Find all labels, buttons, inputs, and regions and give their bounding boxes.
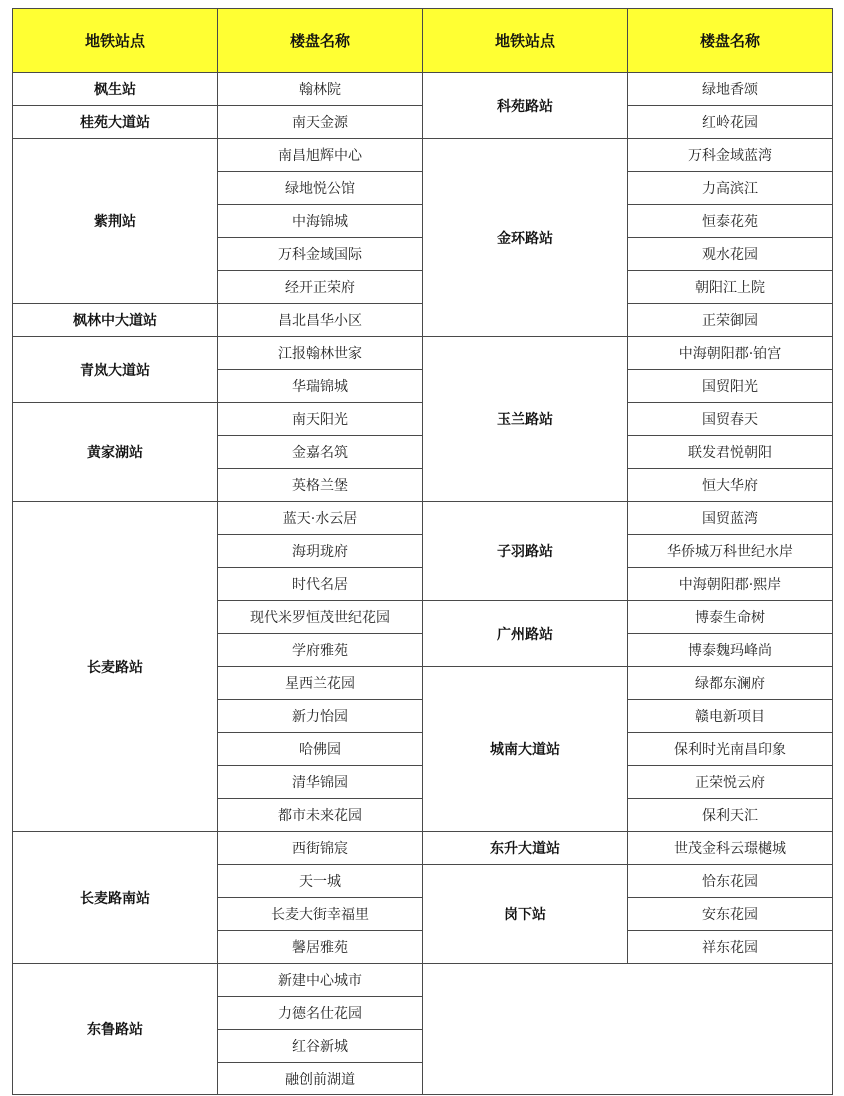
estate-cell-right: 祥东花园 bbox=[627, 930, 833, 964]
estate-cell-right: 安东花园 bbox=[627, 897, 833, 931]
estate-cell-left: 西街锦宸 bbox=[217, 831, 423, 865]
estate-cell-left: 中海锦城 bbox=[217, 204, 423, 238]
station-cell-right: 岗下站 bbox=[422, 864, 628, 964]
header-station-right: 地铁站点 bbox=[422, 8, 628, 73]
estate-cell-right: 朝阳江上院 bbox=[627, 270, 833, 304]
estate-cell-left: 力德名仕花园 bbox=[217, 996, 423, 1030]
estate-cell-right: 绿都东澜府 bbox=[627, 666, 833, 700]
estate-cell-left: 南天阳光 bbox=[217, 402, 423, 436]
estate-cell-right: 绿地香颂 bbox=[627, 72, 833, 106]
estate-cell-left: 时代名居 bbox=[217, 567, 423, 601]
estate-cell-right: 正荣御园 bbox=[627, 303, 833, 337]
estate-cell-left: 哈佛园 bbox=[217, 732, 423, 766]
station-cell-left: 长麦路站 bbox=[12, 501, 218, 832]
station-cell-left: 枫林中大道站 bbox=[12, 303, 218, 337]
estate-cell-left: 新建中心城市 bbox=[217, 963, 423, 997]
estate-cell-right: 国贸蓝湾 bbox=[627, 501, 833, 535]
station-cell-left: 紫荆站 bbox=[12, 138, 218, 304]
station-cell-left: 黄家湖站 bbox=[12, 402, 218, 502]
estate-cell-right: 恒大华府 bbox=[627, 468, 833, 502]
estate-cell-right: 联发君悦朝阳 bbox=[627, 435, 833, 469]
station-cell-left: 枫生站 bbox=[12, 72, 218, 106]
estate-cell-left: 海玥珑府 bbox=[217, 534, 423, 568]
estate-cell-right: 力高滨江 bbox=[627, 171, 833, 205]
estate-cell-left: 南昌旭辉中心 bbox=[217, 138, 423, 172]
header-estate-right: 楼盘名称 bbox=[627, 8, 833, 73]
estate-cell-left: 天一城 bbox=[217, 864, 423, 898]
station-cell-right: 广州路站 bbox=[422, 600, 628, 667]
header-station-left: 地铁站点 bbox=[12, 8, 218, 73]
estate-cell-left: 融创前湖道 bbox=[217, 1062, 423, 1095]
station-cell-left: 长麦路南站 bbox=[12, 831, 218, 964]
estate-cell-right: 中海朝阳郡·熙岸 bbox=[627, 567, 833, 601]
estate-cell-left: 江报翰林世家 bbox=[217, 336, 423, 370]
estate-cell-right: 保利时光南昌印象 bbox=[627, 732, 833, 766]
estate-cell-left: 蓝天·水云居 bbox=[217, 501, 423, 535]
estate-cell-right: 正荣悦云府 bbox=[627, 765, 833, 799]
estate-cell-left: 学府雅苑 bbox=[217, 633, 423, 667]
estate-cell-right: 博泰魏玛峰尚 bbox=[627, 633, 833, 667]
station-cell-left: 东鲁路站 bbox=[12, 963, 218, 1095]
estate-cell-right: 世茂金科云璟樾城 bbox=[627, 831, 833, 865]
estate-cell-right: 博泰生命树 bbox=[627, 600, 833, 634]
estate-cell-right: 国贸阳光 bbox=[627, 369, 833, 403]
station-cell-right: 科苑路站 bbox=[422, 72, 628, 139]
estate-cell-left: 新力怡园 bbox=[217, 699, 423, 733]
station-cell-right: 城南大道站 bbox=[422, 666, 628, 832]
estate-cell-left: 昌北昌华小区 bbox=[217, 303, 423, 337]
estate-cell-left: 红谷新城 bbox=[217, 1029, 423, 1063]
estate-cell-left: 翰林院 bbox=[217, 72, 423, 106]
station-cell-right: 东升大道站 bbox=[422, 831, 628, 865]
estate-cell-left: 经开正荣府 bbox=[217, 270, 423, 304]
estate-cell-right: 国贸春天 bbox=[627, 402, 833, 436]
estate-cell-right: 恒泰花苑 bbox=[627, 204, 833, 238]
estate-cell-left: 星西兰花园 bbox=[217, 666, 423, 700]
estate-cell-right: 红岭花园 bbox=[627, 105, 833, 139]
estate-cell-left: 清华锦园 bbox=[217, 765, 423, 799]
estate-cell-right: 华侨城万科世纪水岸 bbox=[627, 534, 833, 568]
station-cell-left: 青岚大道站 bbox=[12, 336, 218, 403]
estate-cell-left: 英格兰堡 bbox=[217, 468, 423, 502]
estate-cell-right: 赣电新项目 bbox=[627, 699, 833, 733]
estate-cell-left: 南天金源 bbox=[217, 105, 423, 139]
estate-cell-right: 万科金域蓝湾 bbox=[627, 138, 833, 172]
estate-cell-left: 万科金域国际 bbox=[217, 237, 423, 271]
estate-cell-right: 保利天汇 bbox=[627, 798, 833, 832]
station-cell-right: 子羽路站 bbox=[422, 501, 628, 601]
station-cell-left: 桂苑大道站 bbox=[12, 105, 218, 139]
estate-cell-left: 绿地悦公馆 bbox=[217, 171, 423, 205]
station-cell-right: 玉兰路站 bbox=[422, 336, 628, 502]
header-estate-left: 楼盘名称 bbox=[217, 8, 423, 73]
estate-cell-left: 现代米罗恒茂世纪花园 bbox=[217, 600, 423, 634]
station-cell-right: 金环路站 bbox=[422, 138, 628, 337]
estate-cell-left: 长麦大街幸福里 bbox=[217, 897, 423, 931]
estate-cell-right: 观水花园 bbox=[627, 237, 833, 271]
estate-cell-left: 华瑞锦城 bbox=[217, 369, 423, 403]
estate-cell-right: 中海朝阳郡·铂宫 bbox=[627, 336, 833, 370]
estate-cell-left: 馨居雅苑 bbox=[217, 930, 423, 964]
empty-area-right bbox=[422, 963, 833, 1095]
estate-cell-left: 金嘉名筑 bbox=[217, 435, 423, 469]
estate-cell-right: 恰东花园 bbox=[627, 864, 833, 898]
estate-cell-left: 都市未来花园 bbox=[217, 798, 423, 832]
